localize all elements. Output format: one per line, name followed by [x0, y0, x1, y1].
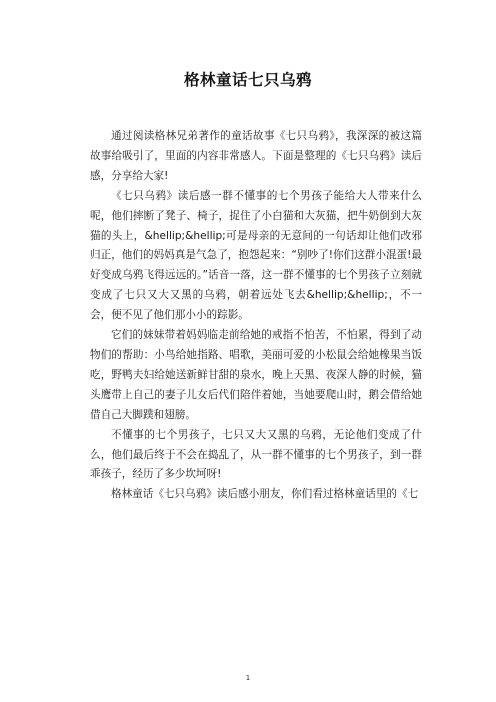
document-body	[90, 127, 422, 505]
paragraph-reflection: 不懂事的七个男孩子，七只又大又黑的乌鸦，无论他们变成了什么，他们最后终于不会在捣乱了，从一群不懂事的七个男孩子，到一群乖孩子，经历了多少坎坷呀!	[90, 428, 422, 481]
paragraph-intro: 通过阅读格林兄弟著作的童话故事《七只乌鸦》，我深深的被这篇故事给吸引了，里面的内容非常感人。下面是整理的《七只乌鸦》读后感，分享给大家!	[90, 130, 422, 182]
paragraph-continuation: 格林童话《七只乌鸦》读后感小朋友，你们看过格林童话里的《七	[111, 488, 419, 501]
document-title: 格林童话七只乌鸦	[183, 71, 312, 89]
paragraph-story: 《七只乌鸦》读后感一群不懂事的七个男孩子能给大人带来什么呢，他们摔断了凳子、椅子，捉住了小白猫和大灰猫，把牛奶倒到大灰猫的头上，&hellip;&hellip;可是母亲的无意间的一句话却让他们改邪归正，他们的妈妈真是气急了，抱怨起来：“别吵了!你们这群小混蛋!最好变成乌鸦飞得远远的。”话音一落，这一群不懂事的七个男孩子立刻就变成了七只又大又黑的乌鸦，朝着远处飞去&hellip;&hellip;，不一会，便不见了他们那小小的踪影。	[90, 189, 422, 322]
page-number: 1	[245, 674, 251, 682]
paragraph-sister: 它们的妹妹带着妈妈临走前给她的戒指不怕苦，不怕累，得到了动物们的帮助：小鸟给她指路、唱歌，美丽可爱的小松鼠会给她橡果当饭吃，野鸭夫妇给她送新鲜甘甜的泉水，晚上天黑、夜深人静的时候，猫头鹰带上自己的妻子儿女后代们陪伴着她，当她要爬山时，鹅会借给她借自己大脚蹼和翅膀。	[90, 329, 422, 421]
